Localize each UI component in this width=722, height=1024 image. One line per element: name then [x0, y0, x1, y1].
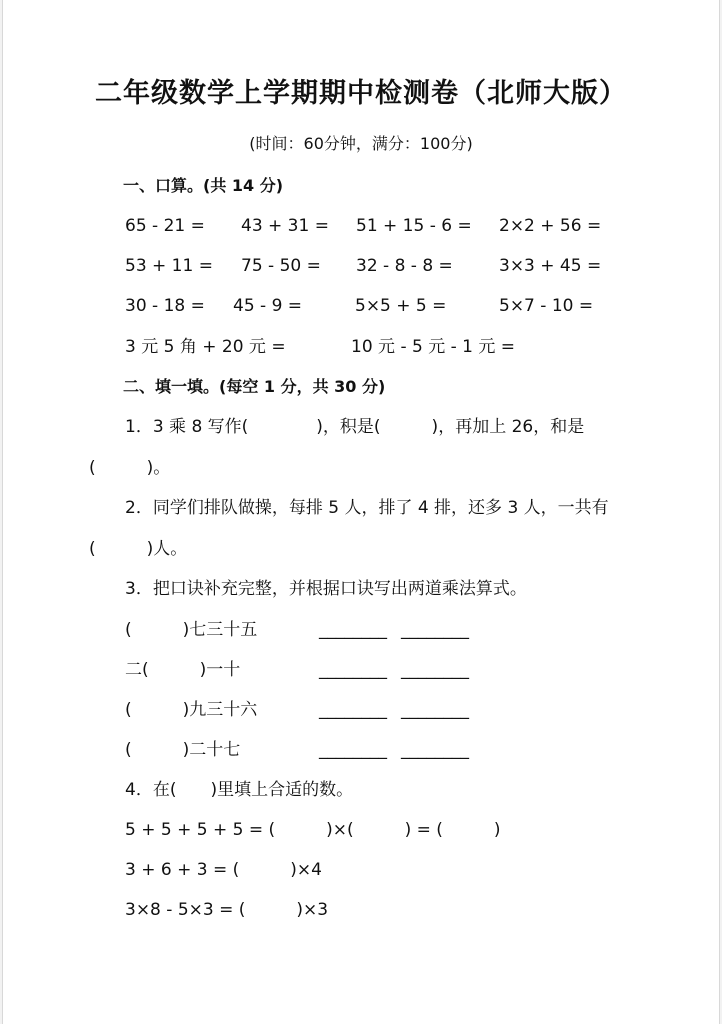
q3-rhyme-label: ( )九三十六 — [125, 700, 258, 720]
question-1-line-2: ( )。 — [89, 458, 171, 478]
oral-calc-item: 30 - 18 = — [125, 296, 205, 316]
oral-calc-item: 2×2 + 56 = — [499, 216, 602, 236]
oral-calc-item: 3 元 5 角 + 20 元 = — [125, 337, 286, 357]
oral-calc-item: 32 - 8 - 8 = — [356, 256, 453, 276]
question-2-line-2: ( )人。 — [89, 539, 188, 559]
q3-rhyme-label: ( )二十七 — [125, 740, 241, 760]
q3-rhyme-label: 二( )一十 — [125, 660, 241, 680]
question-3-text: 3．把口诀补充完整，并根据口诀写出两道乘法算式。 — [125, 579, 527, 599]
q3-answer-blank: ________ — [401, 740, 469, 760]
oral-calc-item: 65 - 21 = — [125, 216, 205, 236]
q4-equation: 3 + 6 + 3 = ( )×4 — [125, 860, 322, 880]
question-1-line-1: 1．3 乘 8 写作( )，积是( )，再加上 26，和是 — [125, 417, 585, 437]
q3-answer-blank: ________ — [401, 620, 469, 640]
section-1-heading: 一、口算。(共 14 分) — [123, 176, 284, 195]
q3-answer-blank: ________ — [319, 620, 387, 640]
exam-time-score: (时间：60分钟，满分：100分) — [249, 134, 473, 153]
q3-answer-blank: ________ — [319, 700, 387, 720]
oral-calc-item: 3×3 + 45 = — [499, 256, 602, 276]
oral-calc-item: 5×7 - 10 = — [499, 296, 594, 316]
section-2-heading: 二、填一填。(每空 1 分，共 30 分) — [123, 377, 386, 396]
oral-calc-item: 45 - 9 = — [233, 296, 303, 316]
oral-calc-item: 75 - 50 = — [241, 256, 321, 276]
question-2-line-1: 2．同学们排队做操，每排 5 人，排了 4 排，还多 3 人，一共有 — [125, 498, 609, 518]
q4-equation: 3×8 - 5×3 = ( )×3 — [125, 900, 329, 920]
exam-page — [2, 0, 720, 1024]
q3-answer-blank: ________ — [319, 740, 387, 760]
oral-calc-item: 43 + 31 = — [241, 216, 329, 236]
q4-equation: 5 + 5 + 5 + 5 = ( )×( ) = ( ) — [125, 820, 501, 840]
q3-answer-blank: ________ — [401, 700, 469, 720]
q3-answer-blank: ________ — [319, 660, 387, 680]
oral-calc-item: 10 元 - 5 元 - 1 元 = — [351, 337, 516, 357]
oral-calc-item: 5×5 + 5 = — [355, 296, 447, 316]
oral-calc-item: 51 + 15 - 6 = — [356, 216, 472, 236]
oral-calc-item: 53 + 11 = — [125, 256, 213, 276]
q3-answer-blank: ________ — [401, 660, 469, 680]
q3-rhyme-label: ( )七三十五 — [125, 620, 258, 640]
page-title: 二年级数学上学期期中检测卷（北师大版） — [95, 78, 627, 109]
question-4-text: 4．在( )里填上合适的数。 — [125, 780, 354, 800]
